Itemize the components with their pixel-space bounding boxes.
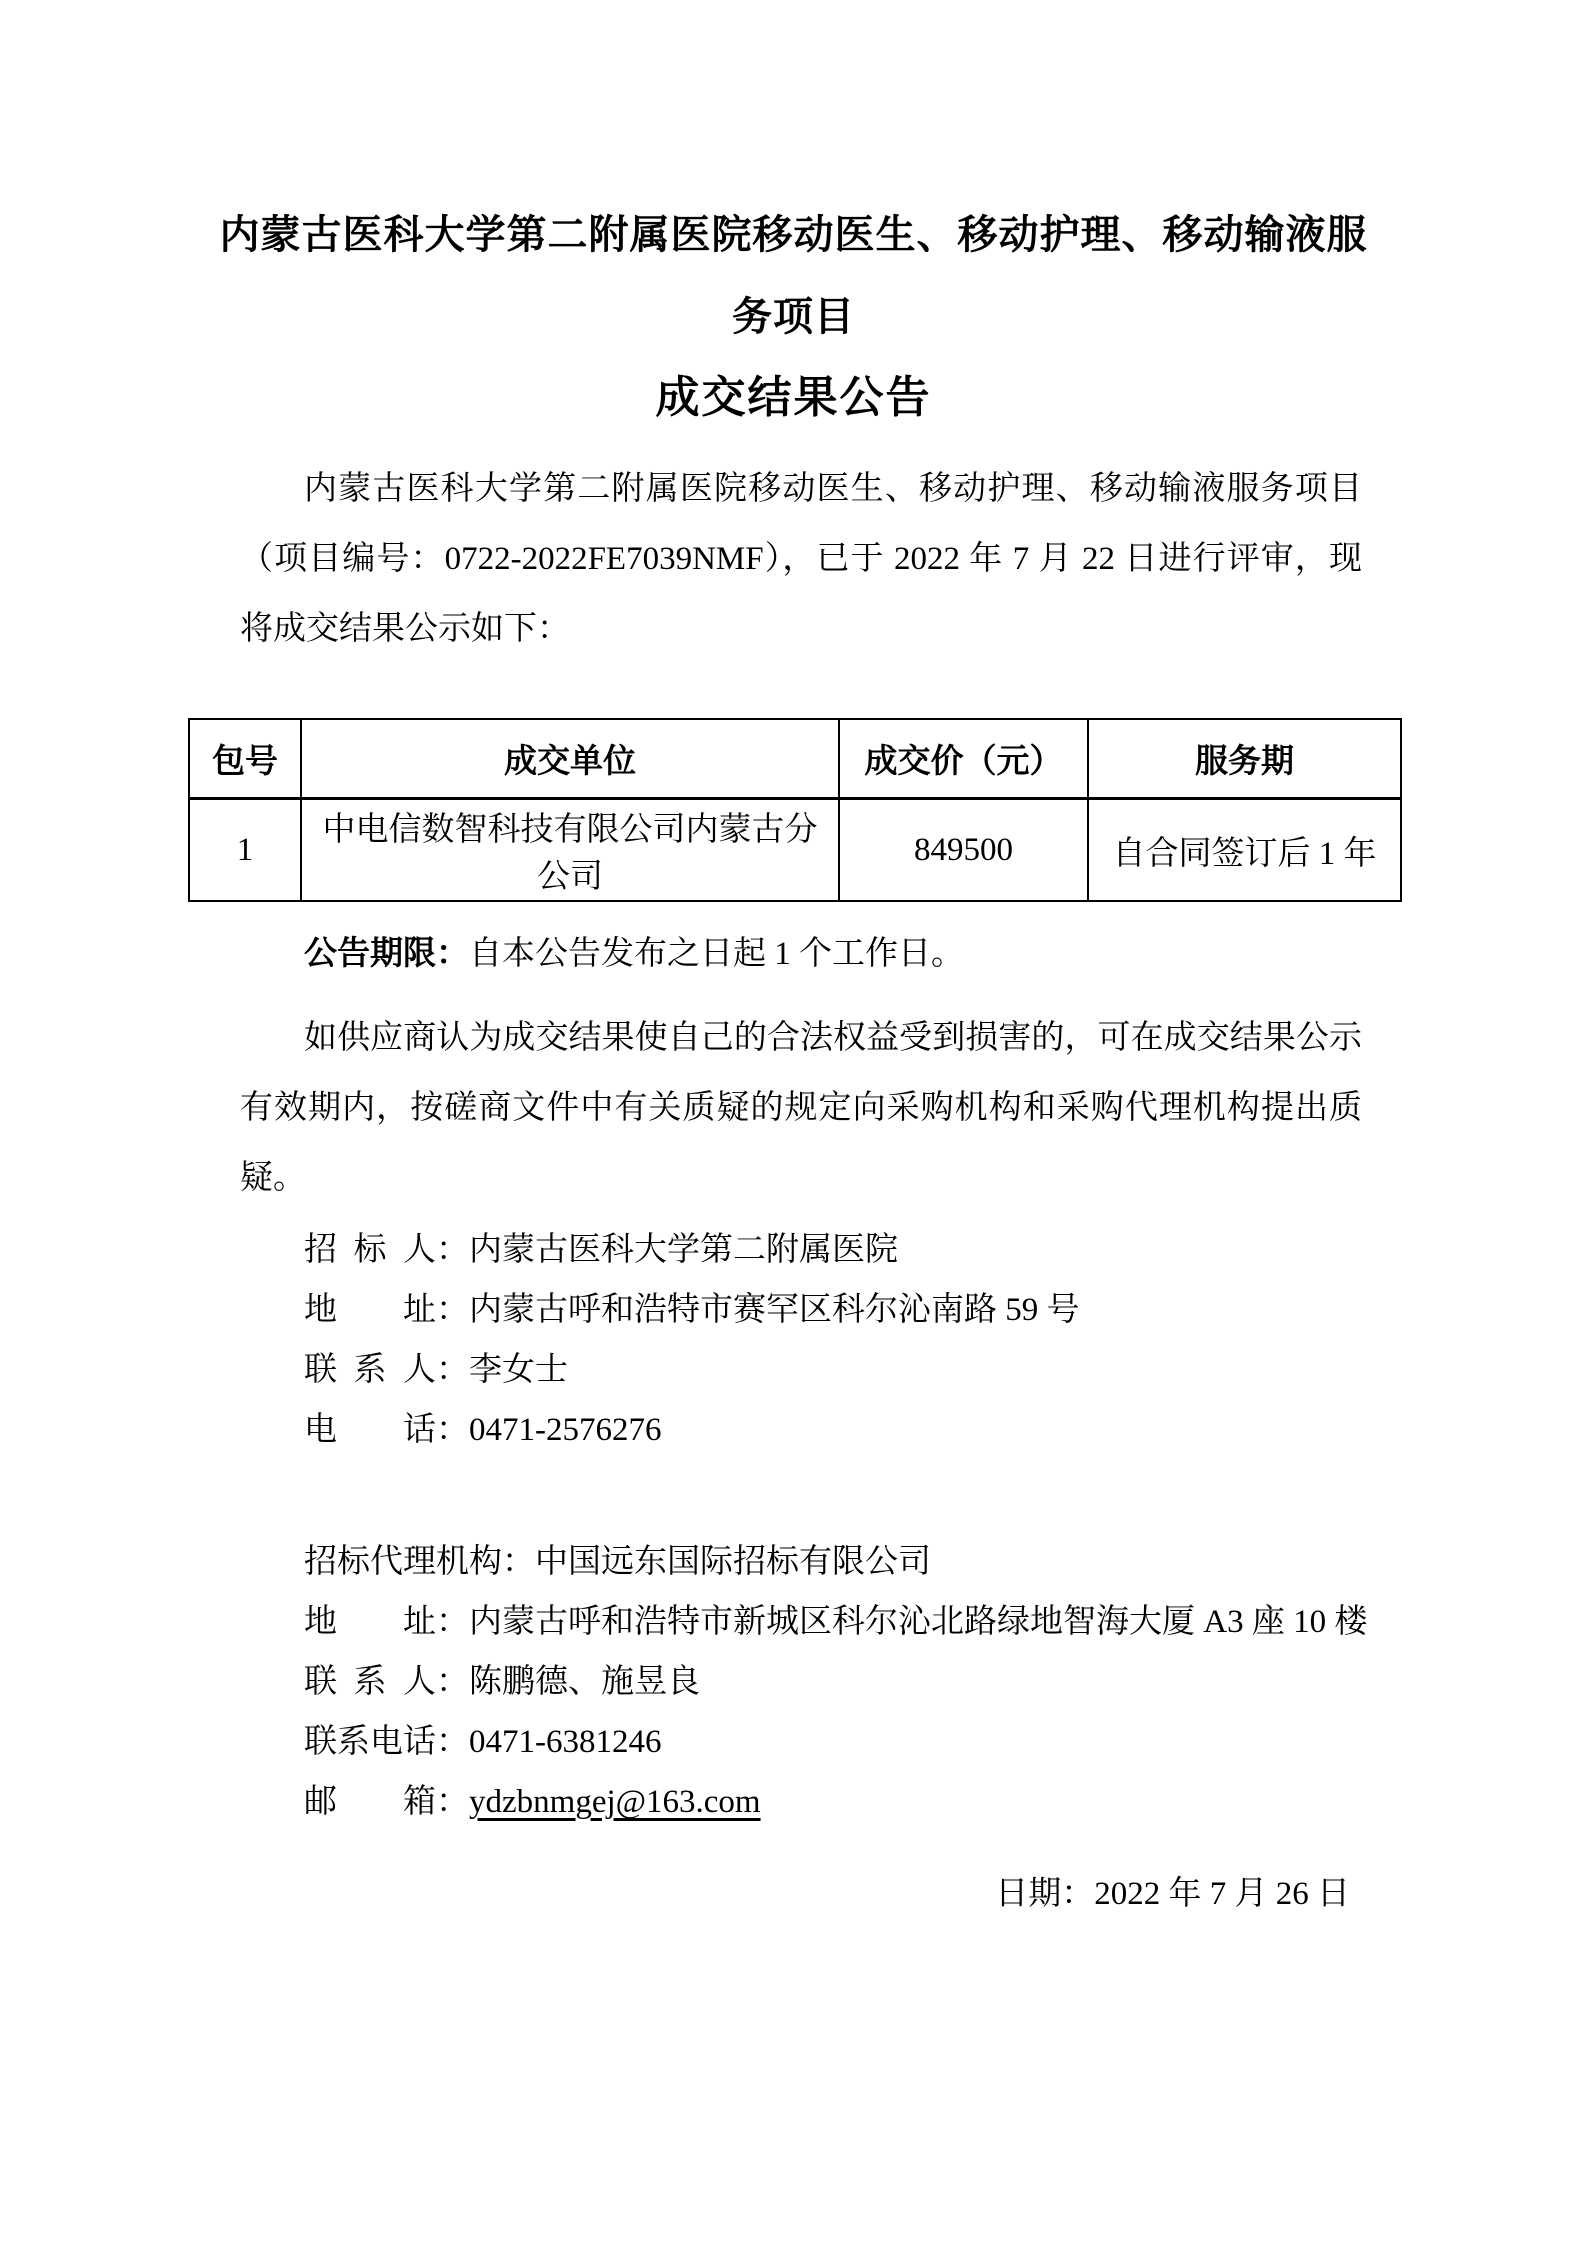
tenderee-contact-value: 李女士 (469, 1352, 568, 1388)
cell-winner: 中电信数智科技有限公司内蒙古分公司 (301, 799, 839, 902)
agency-email-link[interactable]: ydzbnmgej@163.com (469, 1784, 761, 1820)
result-table-row (189, 799, 1401, 902)
agency-name-label: 招标代理机构： (304, 1544, 535, 1580)
agency-phone-label: 联系电话： (304, 1724, 469, 1760)
agency-email-line (240, 1772, 1440, 1832)
agency-contact-line (240, 1652, 1440, 1712)
tenderee-name-value: 内蒙古医科大学第二附属医院 (469, 1232, 898, 1268)
notice-period-value: 自本公告发布之日起 1 个工作日。 (469, 936, 964, 972)
cell-service-period: 自合同签订后 1 年 (1088, 799, 1401, 902)
header-winner: 成交单位 (301, 719, 839, 799)
notice-period-line (240, 919, 1362, 989)
agency-address-line (240, 1592, 1440, 1652)
tenderee-name-line (240, 1220, 1440, 1280)
agency-phone-line (240, 1712, 1440, 1772)
agency-block (240, 1532, 1440, 1832)
intro-paragraph: 内蒙古医科大学第二附属医院移动医生、移动护理、移动输液服务项目（项目编号：0722-2022FE7039NMF），已于 2022 年 7 月 22 日进行评审，现将成交结果公示如下： (240, 471, 1362, 647)
header-price: 成交价（元） (839, 719, 1088, 799)
tenderee-contact-line (240, 1340, 1440, 1400)
agency-name-value: 中国远东国际招标有限公司 (535, 1544, 931, 1580)
header-service-period: 服务期 (1088, 719, 1401, 799)
header-package-no: 包号 (189, 719, 301, 799)
cell-price: 849500 (839, 799, 1088, 902)
result-table-header-row (189, 719, 1401, 799)
agency-address-value: 内蒙古呼和浩特市新城区科尔沁北路绿地智海大厦 A3 座 10 楼 (469, 1604, 1368, 1640)
agency-name-line (240, 1532, 1440, 1592)
agency-contact-label: 联 系 人： (304, 1664, 469, 1700)
tenderee-contact-label: 联 系 人： (304, 1352, 469, 1388)
agency-phone-value: 0471-6381246 (469, 1724, 662, 1760)
page-title-line-2: 务项目 (732, 294, 855, 339)
tenderee-address-value: 内蒙古呼和浩特市赛罕区科尔沁南路 59 号 (469, 1292, 1080, 1328)
cell-package-no: 1 (189, 799, 301, 902)
date-line: 日期：2022 年 7 月 26 日 (995, 1876, 1350, 1912)
page-subtitle: 成交结果公告 (655, 373, 932, 422)
agency-contact-value: 陈鹏德、施昱良 (469, 1664, 700, 1700)
notice-period-label: 公告期限： (304, 936, 469, 972)
page-title-line-1: 内蒙古医科大学第二附属医院移动医生、移动护理、移动输液服 (219, 212, 1368, 257)
tenderee-phone-line (240, 1400, 1440, 1460)
tenderee-phone-label: 电 话： (304, 1412, 469, 1448)
objection-paragraph: 如供应商认为成交结果使自己的合法权益受到损害的，可在成交结果公示有效期内，按磋商文件中有关质疑的规定向采购机构和采购代理机构提出质疑。 (240, 1020, 1362, 1196)
agency-address-label: 地 址： (304, 1604, 469, 1640)
result-table (188, 718, 1402, 902)
agency-email-label: 邮 箱： (304, 1784, 469, 1820)
tenderee-block (240, 1220, 1440, 1460)
tenderee-address-label: 地 址： (304, 1292, 469, 1328)
page-title (188, 194, 1399, 358)
tenderee-phone-value: 0471-2576276 (469, 1412, 662, 1448)
tenderee-address-line (240, 1280, 1440, 1340)
tenderee-name-label: 招 标 人： (304, 1232, 469, 1268)
